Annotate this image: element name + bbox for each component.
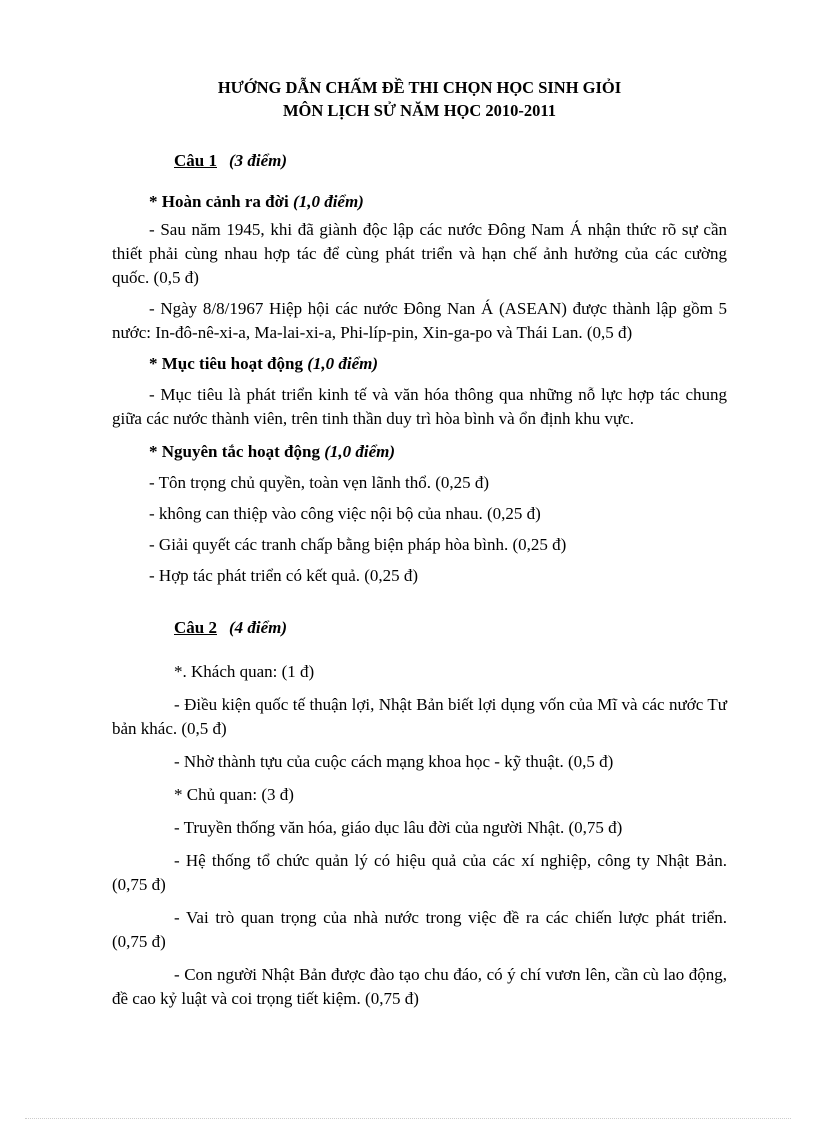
context-paragraph-2: - Ngày 8/8/1967 Hiệp hội các nước Đông Nan Á (ASEAN) được thành lập gồm 5 nước: In-đô-nê-xi-a, Ma-lai-xi-a, Phi-líp-pin, Xin-ga-po và Thái Lan. (0,5 đ) xyxy=(112,299,727,342)
section-context-points: (1,0 điểm) xyxy=(293,192,364,211)
principle-item: - Giải quyết các tranh chấp bằng biện pháp hòa bình. (0,25 đ) xyxy=(149,535,567,554)
answer-line: - Nhờ thành tựu của cuộc cách mạng khoa học - kỹ thuật. (0,5 đ) xyxy=(174,752,614,771)
context-paragraph-1: - Sau năm 1945, khi đã giành độc lập các nước Đông Nam Á nhận thức rõ sự cần thiết phải cùng nhau hợp tác để cùng phát triển và hạn chế ảnh hưởng của các cường quốc. (0,5 đ) xyxy=(112,220,727,287)
answer-line: * Chủ quan: (3 đ) xyxy=(174,785,294,804)
title-line-1: HƯỚNG DẪN CHẤM ĐỀ THI CHỌN HỌC SINH GIỎI xyxy=(217,78,622,97)
question-2-label: Câu 2 xyxy=(174,618,217,637)
section-objectives-title: * Mục tiêu hoạt động xyxy=(149,354,308,373)
section-principles-title: * Nguyên tắc hoạt động xyxy=(149,442,325,461)
section-principles-heading xyxy=(149,440,727,464)
principle-item: - Tôn trọng chủ quyền, toàn vẹn lãnh thổ. (0,25 đ) xyxy=(149,473,490,492)
question-2-heading xyxy=(174,616,727,640)
objectives-paragraph: - Mục tiêu là phát triển kinh tế và văn hóa thông qua những nỗ lực hợp tác chung giữa các nước thành viên, trên tinh thần duy trì hòa bình và ổn định khu vực. xyxy=(112,385,727,428)
question-1-label: Câu 1 xyxy=(174,151,217,170)
title-line-2: MÔN LỊCH SỬ NĂM HỌC 2010-2011 xyxy=(282,101,556,120)
section-objectives-points: (1,0 điểm) xyxy=(307,354,379,373)
question-1-heading xyxy=(174,149,727,173)
section-context-heading xyxy=(149,190,727,214)
section-objectives-heading xyxy=(149,352,727,376)
answer-line: - Truyền thống văn hóa, giáo dục lâu đời của người Nhật. (0,75 đ) xyxy=(174,818,623,837)
principle-item: - Hợp tác phát triển có kết quả. (0,25 đ) xyxy=(149,566,419,585)
page-bottom-divider xyxy=(25,1118,791,1119)
section-context-title: * Hoàn cảnh ra đời xyxy=(149,192,294,211)
answer-line: - Điều kiện quốc tế thuận lợi, Nhật Bản biết lợi dụng vốn của Mĩ và các nước Tư bản khác. (0,5 đ) xyxy=(112,695,727,738)
document-title xyxy=(112,76,727,122)
principle-item: - không can thiệp vào công việc nội bộ của nhau. (0,25 đ) xyxy=(149,504,541,523)
answer-line: - Vai trò quan trọng của nhà nước trong việc đề ra các chiến lược phát triển. (0,75 đ) xyxy=(112,908,727,951)
section-principles-points: (1,0 điểm) xyxy=(324,442,396,461)
question-2-points: (4 điểm) xyxy=(228,618,288,637)
answer-line: *. Khách quan: (1 đ) xyxy=(174,662,315,681)
document-page xyxy=(112,76,727,1011)
answer-line: - Con người Nhật Bản được đào tạo chu đáo, có ý chí vươn lên, cần cù lao động, đề cao kỷ luật và coi trọng tiết kiệm. (0,75 đ) xyxy=(112,965,727,1008)
question-1-points: (3 điểm) xyxy=(228,151,288,170)
answer-line: - Hệ thống tổ chức quản lý có hiệu quả của các xí nghiệp, công ty Nhật Bản. (0,75 đ) xyxy=(112,851,727,894)
